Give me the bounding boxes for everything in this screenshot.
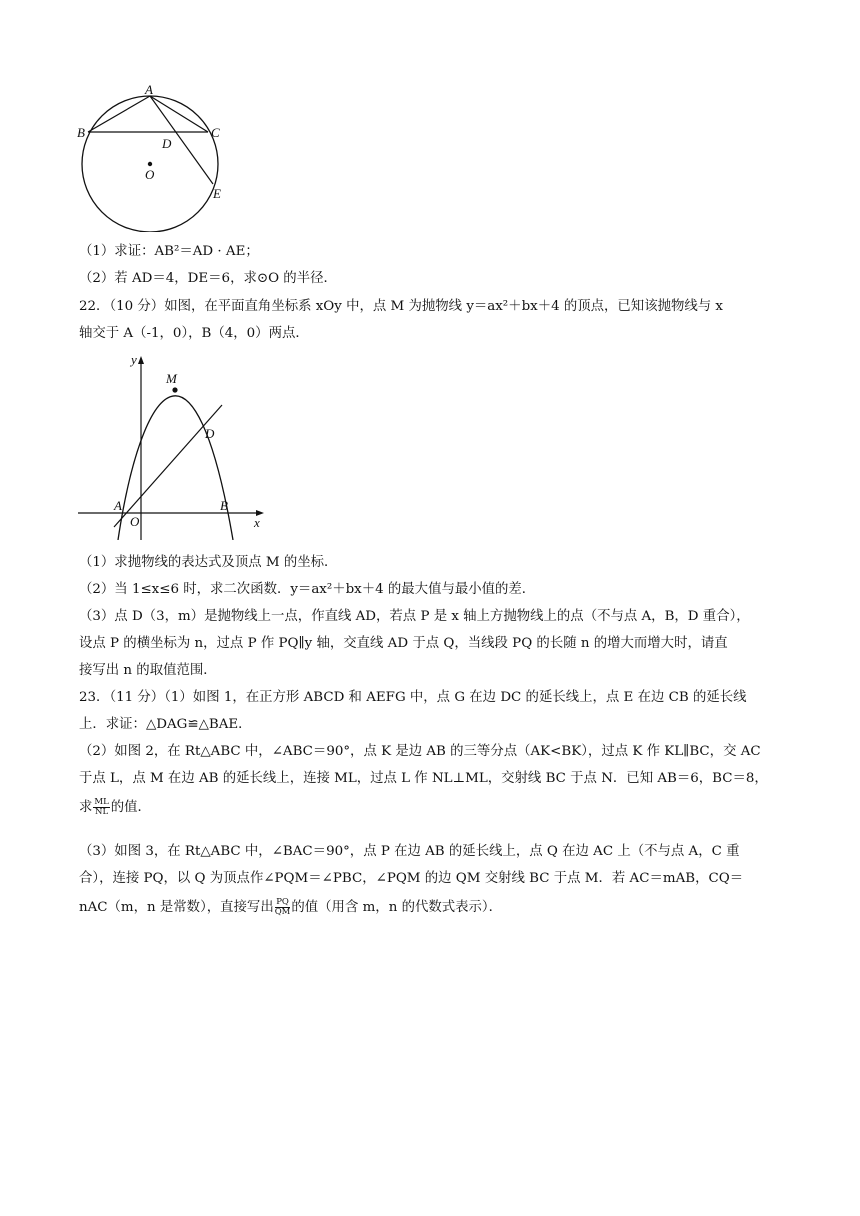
label-o: O: [130, 514, 140, 529]
label-a: A: [114, 498, 122, 513]
label-b: B: [220, 498, 228, 513]
label-e: E: [213, 186, 221, 201]
line-ad: [114, 405, 222, 527]
q23-line-1: 23．（11 分）（1）如图 1，在正方形 ABCD 和 AEFG 中，点 G 在边 DC 的延长线上，点 E 在边 CB 的延长线: [79, 690, 747, 705]
q22-part3-2: 设点 P 的横坐标为 n，过点 P 作 PQ∥y 轴，交直线 AD 于点 Q，当线段 PQ 的长随 n 的增大而增大时，请直: [79, 636, 728, 651]
label-a: A: [145, 82, 153, 97]
label-y: y: [131, 352, 137, 367]
q23-line-8: [79, 898, 502, 918]
fraction-numerator: ML: [94, 797, 109, 807]
q22-part1: （1）求抛物线的表达式及顶点 M 的坐标．: [79, 555, 338, 570]
label-d: D: [205, 426, 215, 441]
q23-line-3: （2）如图 2，在 Rt△ABC 中，∠ABC＝90°，点 K 是边 AB 的三等分点（AK<BK），过点 K 作 KL∥BC，交 AC: [79, 744, 761, 759]
label-d: D: [162, 136, 172, 151]
fraction-denominator: QM: [274, 907, 291, 917]
q23-line5-pre: 求: [79, 800, 93, 815]
q23-line-2: 上．求证：△DAG≌△BAE．: [79, 717, 252, 732]
q21-part1: （1）求证：AB²＝AD · AE；: [79, 244, 259, 259]
q21-part2: （2）若 AD＝4，DE＝6，求⊙O 的半径．: [79, 271, 337, 286]
q23-line-4: 于点 L，点 M 在边 AB 的延长线上，连接 ML，过点 L 作 NL⊥ML，交射线 BC 于点 N．已知 AB＝6，BC＝8，: [79, 771, 768, 786]
q23-line8-pre: nAC（m，n 是常数），直接写出: [79, 900, 274, 915]
segment-ac: [150, 96, 208, 132]
segment-ab: [88, 96, 150, 132]
fraction-ml-nl: [93, 798, 109, 817]
fraction-numerator: PQ: [276, 897, 289, 907]
fraction-denominator: NL: [95, 807, 109, 817]
q22-part2: （2）当 1≤x≤6 时，求二次函数．y＝ax²＋bx＋4 的最大值与最小值的差．: [79, 582, 536, 597]
segment-ae: [150, 96, 213, 184]
label-m: M: [166, 371, 177, 386]
q23-line-6: （3）如图 3，在 Rt△ABC 中，∠BAC＝90°，点 P 在边 AB 的延长线上，点 Q 在边 AC 上（不与点 A，C 重: [79, 844, 740, 859]
q22-intro-1: 22．（10 分）如图，在平面直角坐标系 xOy 中，点 M 为抛物线 y＝ax²＋bx＋4 的顶点，已知该抛物线与 x: [79, 299, 723, 314]
label-x: x: [254, 515, 260, 530]
label-c: C: [211, 125, 220, 140]
q22-part3-1: （3）点 D（3，m）是抛物线上一点，作直线 AD，若点 P 是 x 轴上方抛物线上的点（不与点 A，B，D 重合），: [79, 609, 750, 624]
parabola-figure: [74, 350, 274, 540]
q23-line-7: 合），连接 PQ，以 Q 为顶点作∠PQM＝∠PBC，∠PQM 的边 QM 交射线 BC 于点 M．若 AC＝mAB，CQ＝: [79, 871, 744, 886]
vertex-point: [172, 387, 177, 392]
center-point: [148, 162, 152, 166]
fraction-pq-qm: [275, 898, 291, 917]
q22-intro-2: 轴交于 A（-1，0），B（4，0）两点．: [79, 326, 309, 341]
q23-line-5: [79, 798, 151, 818]
circle-figure: [74, 82, 244, 232]
q23-line8-post: 的值（用含 m，n 的代数式表示）．: [291, 900, 502, 915]
q22-part3-3: 接写出 n 的取值范围．: [79, 663, 217, 678]
q23-line5-post: 的值．: [110, 800, 151, 815]
label-b: B: [77, 125, 85, 140]
label-o: O: [145, 167, 155, 182]
y-axis-arrow: [138, 356, 144, 364]
